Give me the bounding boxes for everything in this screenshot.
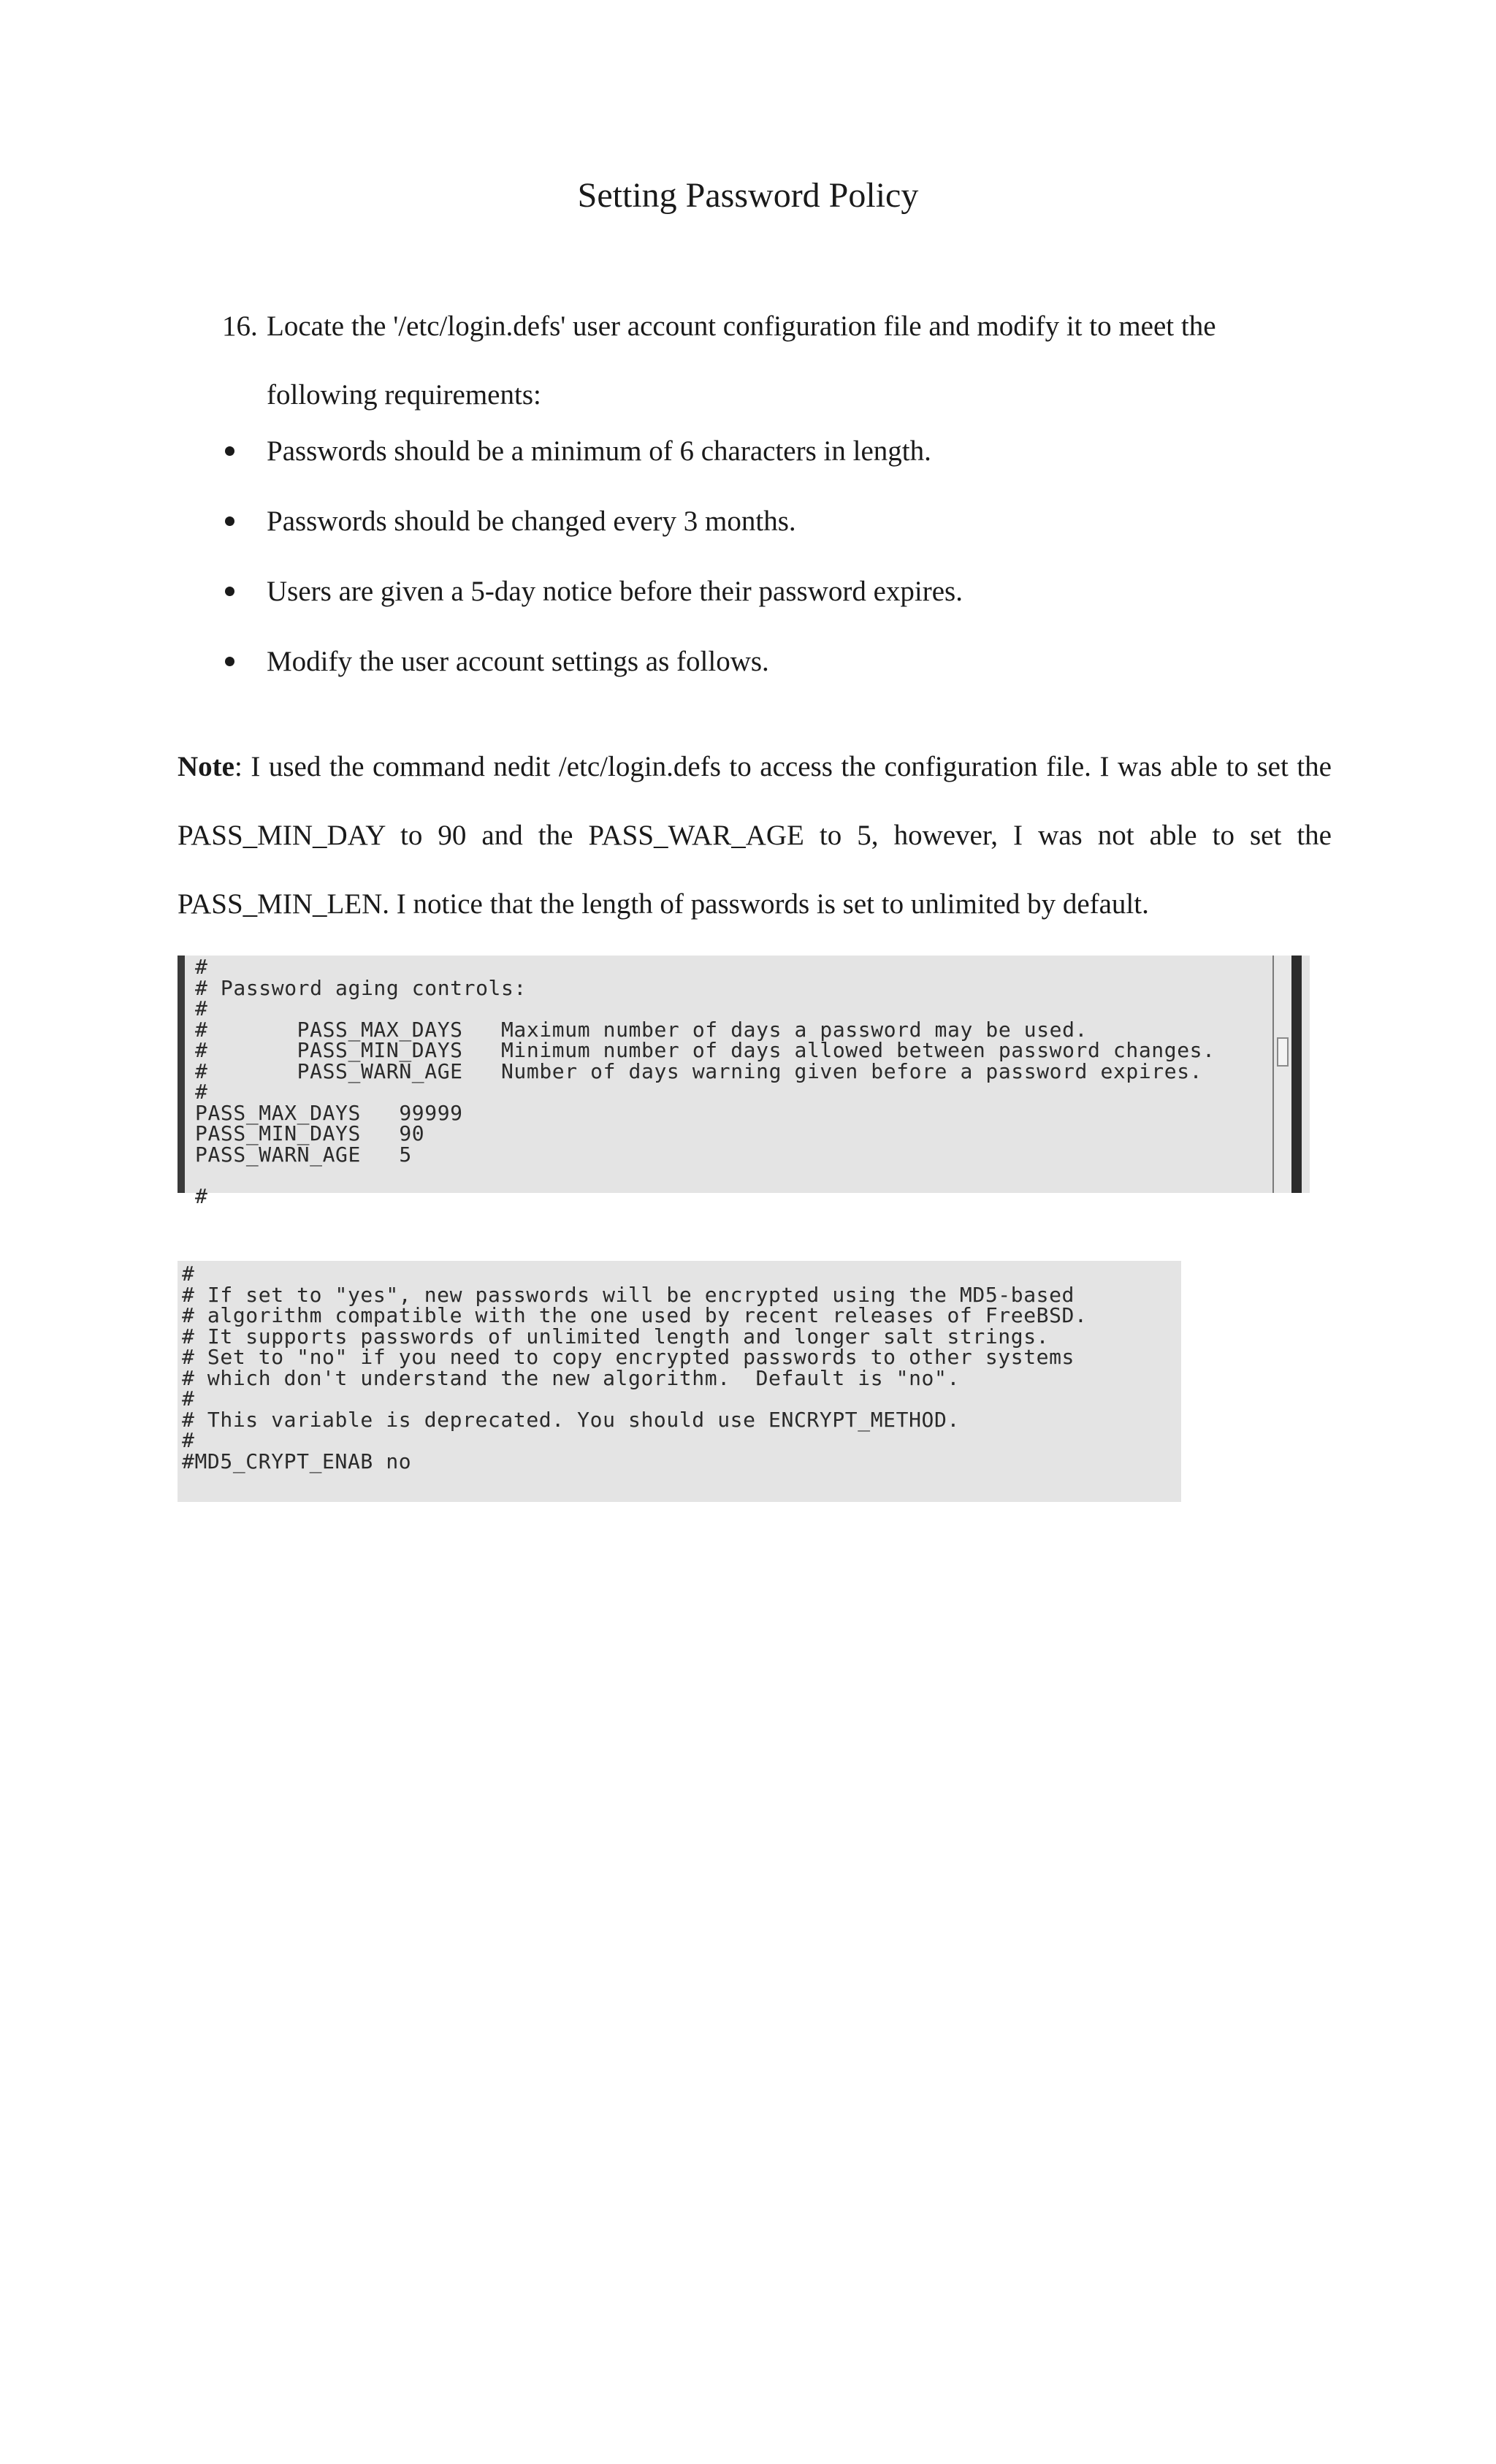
step-text: Locate the '/etc/login.defs' user account configuration file and modify it to meet the following requirements: xyxy=(267,310,1216,411)
list-item xyxy=(222,422,1332,492)
step-number: 16. xyxy=(222,310,258,342)
requirement-text: Modify the user account settings as follows. xyxy=(267,646,769,677)
editor-screenshot-password-aging xyxy=(178,955,1310,1208)
config-text: # # If set to "yes", new passwords will be encrypted using the MD5-based # algorithm compatible with the one used by recent releases of FreeBSD. # It supports passwords of unlimited length and longer salt strings. # Set to "no" if you need to copy encrypted passwords to other systems # which don't understand the new algorithm. Default is "no". # # This variable is deprecated. You should use ENCRYPT_METHOD. # #MD5_CRYPT_ENAB no xyxy=(182,1262,1088,1473)
scrollbar-thumb[interactable] xyxy=(1277,1037,1289,1067)
requirement-text: Users are given a 5-day notice before their password expires. xyxy=(267,576,963,607)
requirement-text: Passwords should be changed every 3 months. xyxy=(267,506,796,537)
list-item xyxy=(222,633,1332,703)
bullet-icon xyxy=(225,657,234,666)
page-title: Setting Password Policy xyxy=(577,176,919,215)
note-paragraph xyxy=(178,733,1332,939)
editor-screenshot-md5-crypt xyxy=(178,1261,1181,1502)
bullet-icon xyxy=(225,446,234,456)
note-label: Note xyxy=(178,751,234,782)
list-item xyxy=(222,562,1332,633)
note-text: : I used the command nedit /etc/login.defs to access the configuration file. I was able to set the PASS_MIN_DAY to 90 and the PASS_WAR_AGE to 5, however, I was not able to set the PASS_MIN_LEN. I notice that the length of passwords is set to unlimited by default. xyxy=(178,751,1332,920)
bullet-icon xyxy=(225,516,234,526)
config-text: # # Password aging controls: # # PASS_MAX_DAYS Maximum number of days a password may be used. # PASS_MIN_DAYS Minimum number of days allowed between password changes. # PASS_WARN_AGE Number of days warning given before a password expires. # PASS_MAX_DAYS 99999 PASS_MIN_DAYS 90 PASS_WARN_AGE 5 # xyxy=(195,955,1216,1208)
requirement-text: Passwords should be a minimum of 6 characters in length. xyxy=(267,435,931,467)
editor-scrollbar[interactable] xyxy=(1272,956,1302,1193)
list-item xyxy=(222,492,1332,562)
requirements-list xyxy=(222,422,1332,703)
bullet-icon xyxy=(225,587,234,596)
